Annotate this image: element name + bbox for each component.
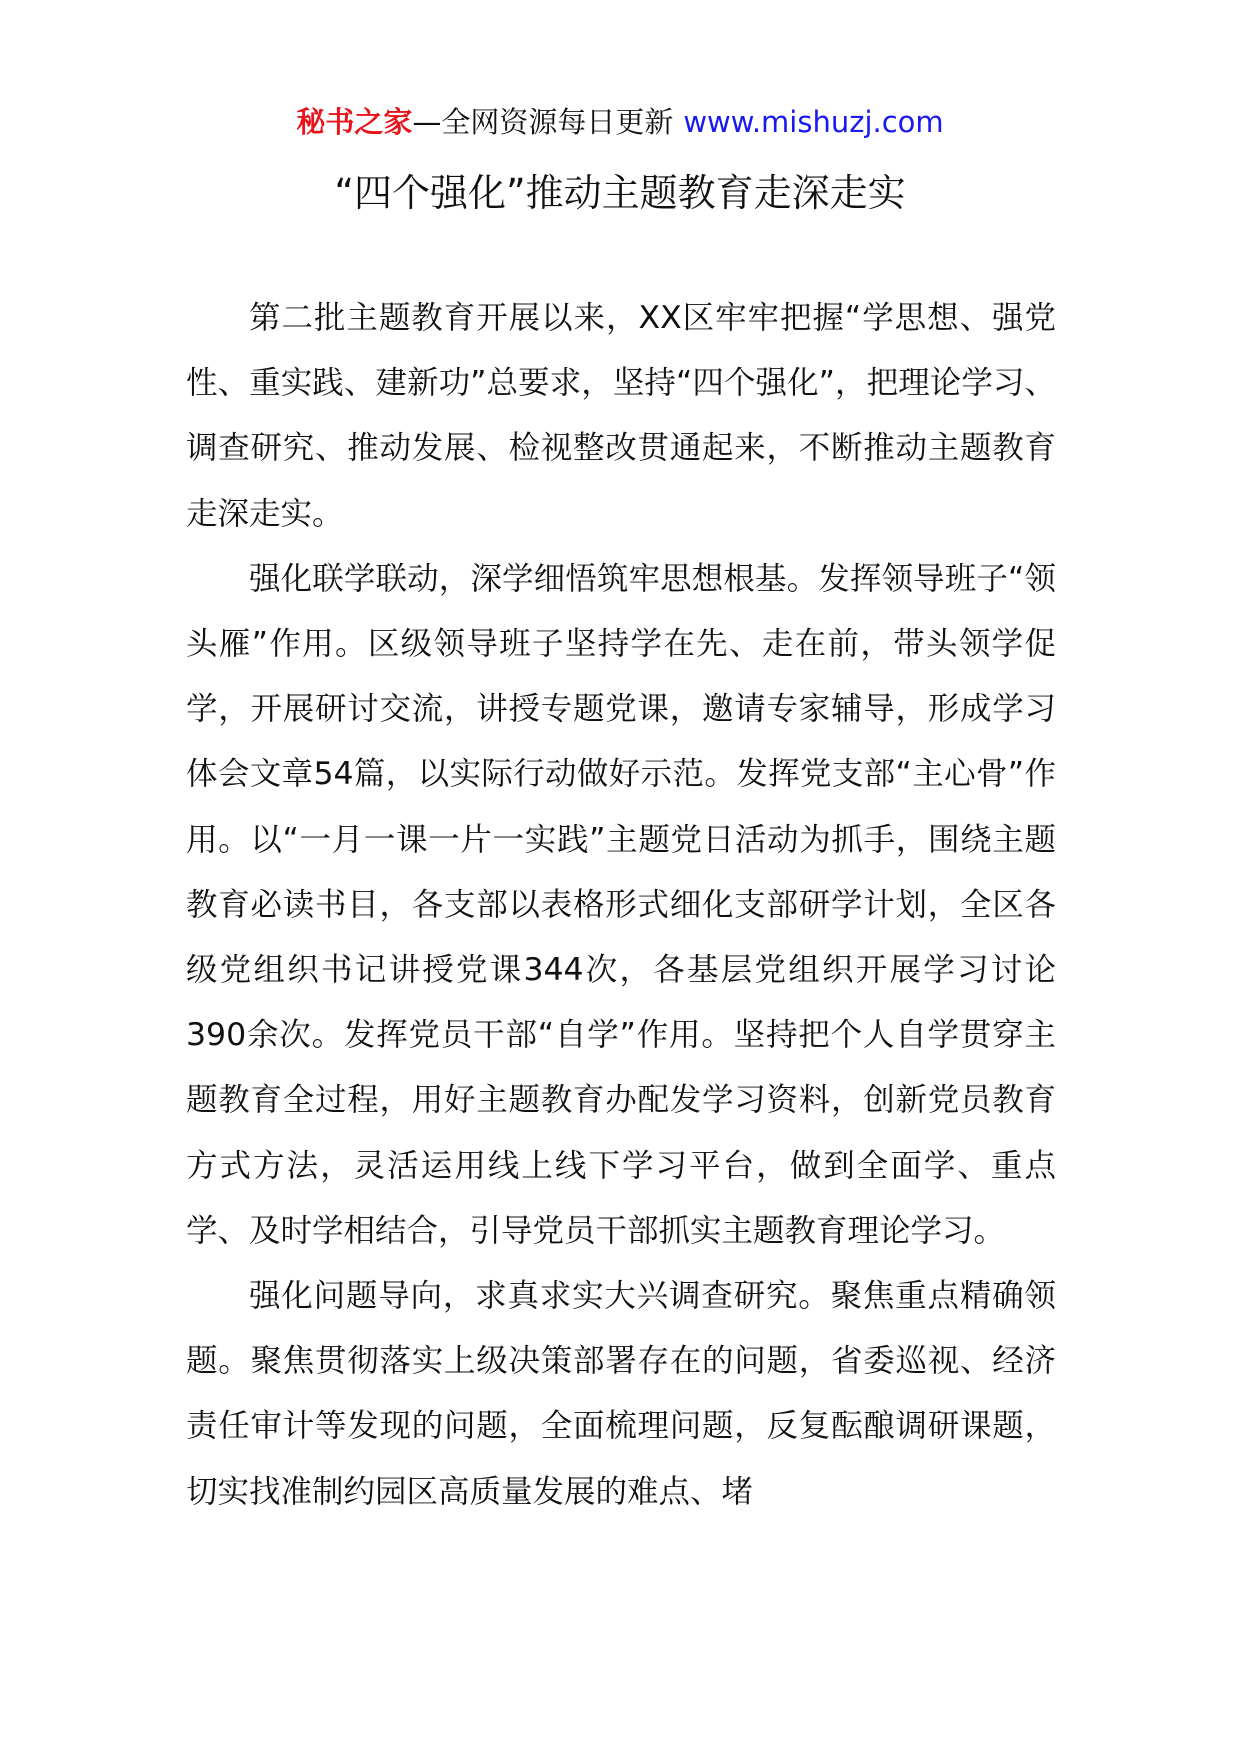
site-url-link[interactable]: www.mishuzj.com: [683, 105, 944, 139]
paragraph-problem-oriented: 强化问题导向，求真求实大兴调查研究。聚焦重点精确领题。聚焦贯彻落实上级决策部署存在的问题，省委巡视、经济责任审计等发现的问题，全面梳理问题，反复酝酿调研课题，切实找准制约园区高质量发展的难点、堵: [186, 1278, 1056, 1510]
document-body: [186, 286, 1056, 1525]
paragraph-joint-study: 强化联学联动，深学细悟筑牢思想根基。发挥领导班子“领头雁”作用。区级领导班子坚持学在先、走在前，带头领学促学，开展研讨交流，讲授专题党课，邀请专家辅导，形成学习体会文章54篇，以实际行动做好示范。发挥党支部“主心骨”作用。以“一月一课一片一实践”主题党日活动为抓手，围绕主题教育必读书目，各支部以表格形式细化支部研学计划，全区各级党组织书记讲授党课344次，各基层党组织开展学习讨论390余次。发挥党员干部“自学”作用。坚持把个人自学贯穿主题教育全过程，用好主题教育办配发学习资料，创新党员教育方式方法，灵活运用线上线下学习平台，做到全面学、重点学、及时学相结合，引导党员干部抓实主题教育理论学习。: [186, 560, 1056, 1249]
site-header: [0, 100, 1240, 144]
site-brand: 秘书之家: [296, 105, 413, 139]
paragraph-intro: 第二批主题教育开展以来，XX区牢牢把握“学思想、强党性、重实践、建新功”总要求，坚持“四个强化”，把理论学习、调查研究、推动发展、检视整改贯通起来，不断推动主题教育走深走实。: [186, 300, 1056, 532]
document-title: “四个强化”推动主题教育走深走实: [334, 171, 906, 215]
site-tagline: —全网资源每日更新: [412, 105, 674, 139]
